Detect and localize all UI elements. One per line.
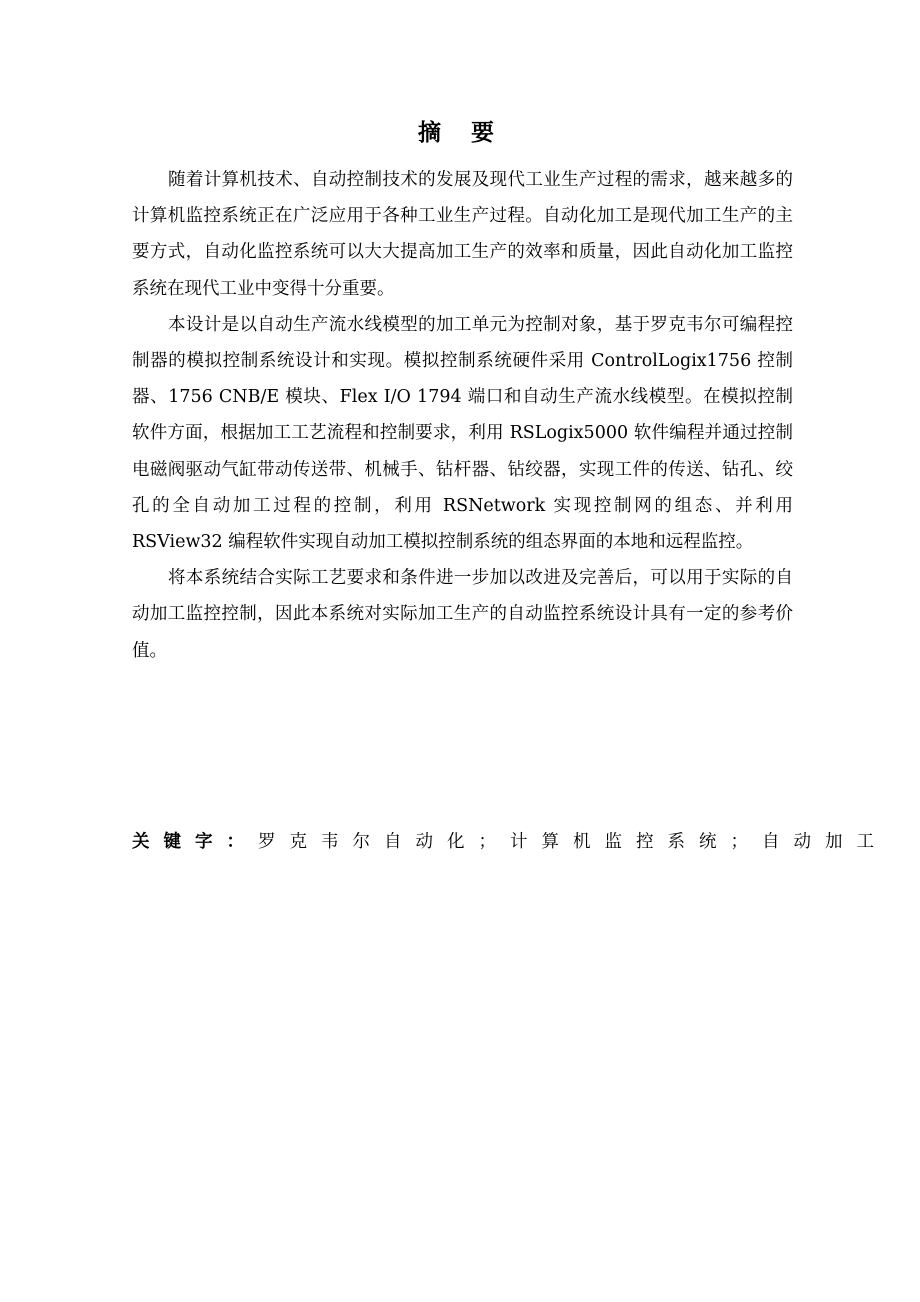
abstract-paragraph-1: 随着计算机技术、自动控制技术的发展及现代工业生产过程的需求，越来越多的计算机监控系统正在广泛应用于各种工业生产过程。自动化加工是现代加工生产的主要方式，自动化监控系统可以大大提高加工生产的效率和质量，因此自动化加工监控系统在现代工业中变得十分重要。 (132, 170, 793, 299)
keywords-text: 罗克韦尔自动化；计算机监控系统；自动加工 (258, 832, 888, 852)
abstract-paragraph-3: 将本系统结合实际工艺要求和条件进一步加以改进及完善后，可以用于实际的自动加工监控控制，因此本系统对实际加工生产的自动监控系统设计具有一定的参考价值。 (132, 568, 793, 661)
abstract-body (132, 162, 793, 669)
abstract-paragraph-2: 本设计是以自动生产流水线模型的加工单元为控制对象，基于罗克韦尔可编程控制器的模拟控制系统设计和实现。模拟控制系统硬件采用 ControlLogix1756 控制器、1756 CNB/E 模块、Flex I/O 1794 端口和自动生产流水线模型。在模拟控制软件方面，根据加工工艺流程和控制要求，利用 RSLogix5000 软件编程并通过控制电磁阀驱动气缸带动传送带、机械手、钻杆器、钻绞器，实现工件的传送、钻孔、绞孔的全自动加工过程的控制，利用 RSNetwork 实现控制网的组态、并利用 RSView32 编程软件实现自动加工模拟控制系统的组态界面的本地和远程监控。 (132, 314, 793, 553)
keywords-label: 关键字： (132, 832, 258, 852)
page-title: 摘要 (418, 119, 524, 146)
keywords-line (132, 827, 888, 857)
